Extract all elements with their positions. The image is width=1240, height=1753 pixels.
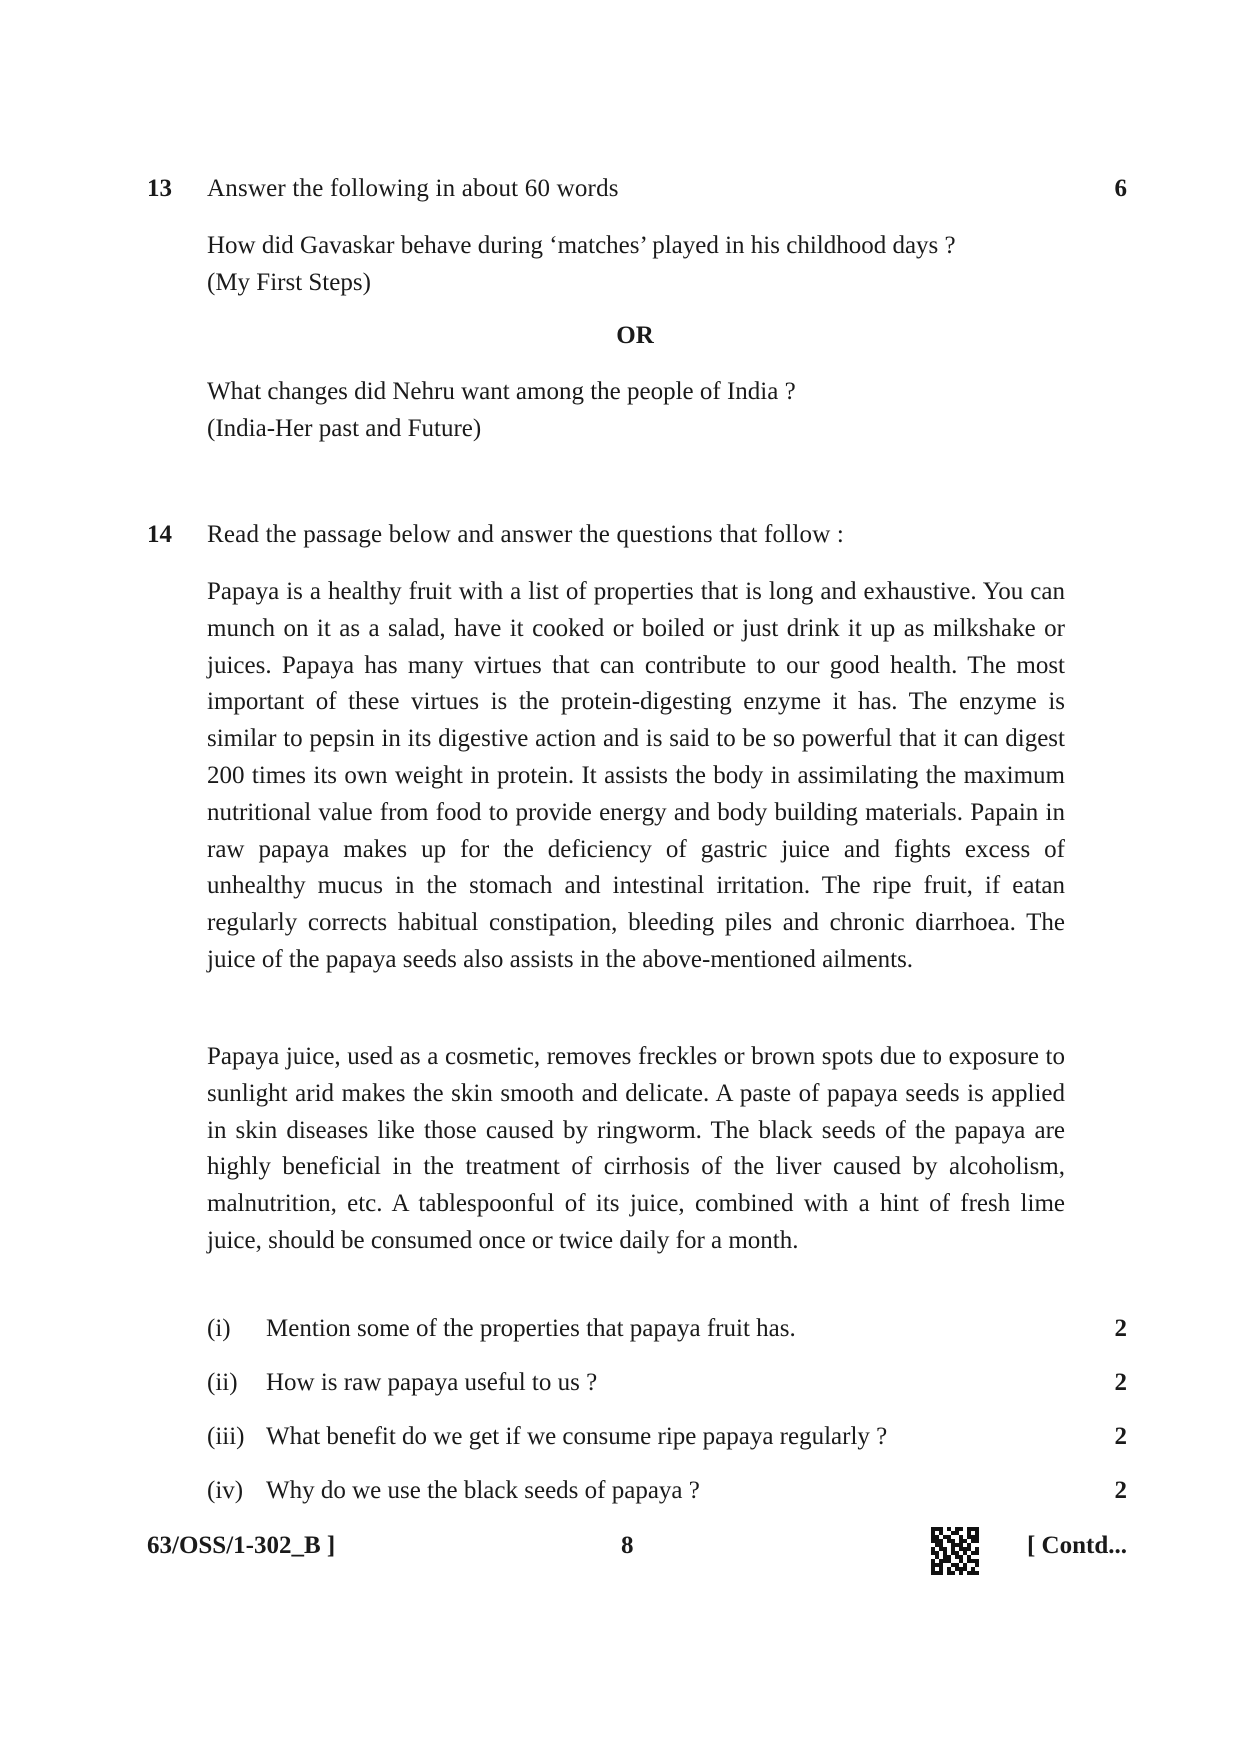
subquestion-iii [207, 1423, 887, 1451]
subquestion-ii [207, 1369, 597, 1397]
or-separator: OR [616, 322, 654, 349]
subquestion-text: How is raw papaya useful to us ? [266, 1369, 598, 1396]
subquestion-label: (i) [207, 1315, 231, 1342]
question-13-marks: 6 [1114, 175, 1127, 202]
subquestion-ii-marks: 2 [1114, 1369, 1127, 1396]
subquestion-label: (iii) [207, 1423, 245, 1450]
passage-paragraph-2: Papaya juice, used as a cosmetic, removes freckles or brown spots due to exposure to sunlight arid makes the skin smooth and delicate. A paste of papaya seeds is applied in skin diseases like those caused by ringworm. The black seeds of the papaya are highly beneficial in the treatment of cirrhosis of the liver caused by alcoholism, malnutrition, etc. A tablespoonful of its juice, combined with a hint of fresh lime juice, should be consumed once or twice daily for a month. [207, 1043, 1065, 1254]
subquestion-text: What benefit do we get if we consume ripe papaya regularly ? [266, 1423, 888, 1450]
subquestion-i [207, 1315, 796, 1343]
subquestion-iii-marks: 2 [1114, 1423, 1127, 1450]
question-14-instruction: Read the passage below and answer the questions that follow : [207, 521, 845, 548]
page-number: 8 [621, 1532, 634, 1559]
question-13-option-b [207, 374, 1067, 448]
subquestion-label: (ii) [207, 1369, 238, 1396]
question-13-option-a-text: How did Gavaskar behave during ‘matches’ played in his childhood days ? [207, 232, 956, 259]
question-13-option-a-source: (My First Steps) [207, 268, 371, 296]
qr-code-icon [931, 1527, 979, 1575]
subquestion-label: (iv) [207, 1477, 244, 1504]
question-13-number: 13 [147, 175, 172, 202]
subquestion-iv-marks: 2 [1114, 1477, 1127, 1504]
question-13-option-b-text: What changes did Nehru want among the people of India ? [207, 378, 796, 405]
question-14-number: 14 [147, 521, 172, 548]
question-13-option-a [207, 228, 1067, 302]
passage-paragraph-1: Papaya is a healthy fruit with a list of properties that is long and exhaustive. You can munch on it as a salad, have it cooked or boiled or just drink it up as milkshake or juices. Papaya has many virtues that can contribute to our good health. The most important of these virtues is the protein-digesting enzyme it has. The enzyme is similar to pepsin in its digestive action and is said to be so powerful that it can digest 200 times its own weight in protein. It assists the body in assimilating the maximum nutritional value from food to provide energy and body building materials. Papain in raw papaya makes up for the deficiency of gastric juice and fights excess of unhealthy mucus in the stomach and intestinal irritation. The ripe fruit, if eatan regularly corrects habitual constipation, bleeding piles and chronic diarrhoea. The juice of the papaya seeds also assists in the above-mentioned ailments. [207, 578, 1065, 973]
subquestion-text: Mention some of the properties that papaya fruit has. [266, 1315, 796, 1342]
subquestion-text: Why do we use the black seeds of papaya ? [266, 1477, 700, 1504]
question-13-option-b-source: (India-Her past and Future) [207, 414, 482, 442]
subquestion-iv [207, 1477, 700, 1505]
paper-code: 63/OSS/1-302_B ] [147, 1532, 336, 1559]
continued-label: [ Contd... [1026, 1532, 1127, 1559]
subquestion-i-marks: 2 [1114, 1315, 1127, 1342]
question-13-instruction: Answer the following in about 60 words [207, 175, 619, 202]
